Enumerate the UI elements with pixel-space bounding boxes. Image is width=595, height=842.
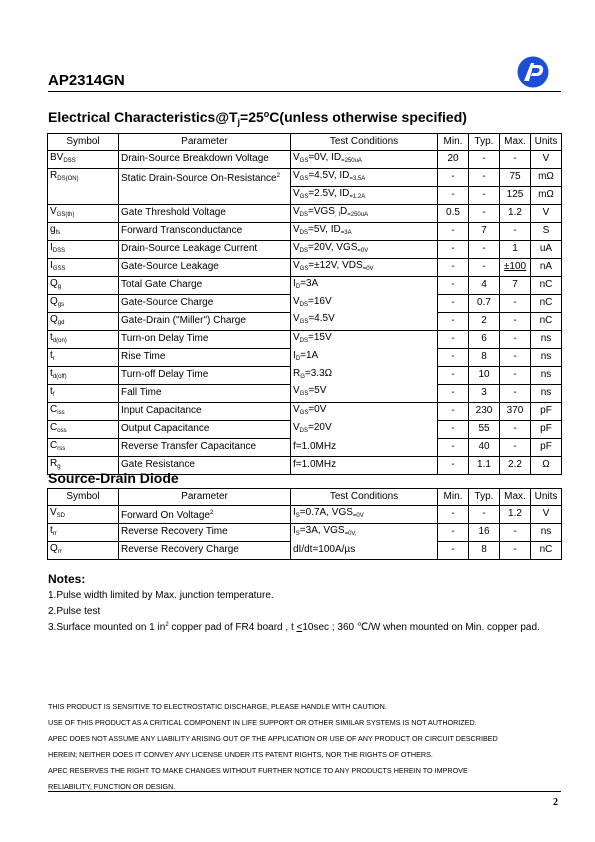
parameter-cell: Input Capacitance <box>119 402 291 420</box>
table-row <box>48 240 562 258</box>
unit-cell: V <box>531 204 562 222</box>
typ-cell: 3 <box>469 384 500 402</box>
parameter-cell: Reverse Recovery Time <box>119 523 291 541</box>
test-condition-cell: $V_{GS}=\pm 12V$, $VDS_{=0V}$ <box>291 258 438 276</box>
test-condition-cell: $V_{DS}=20V$, $VGS_{=0V}$ <box>291 240 438 258</box>
typ-cell: - <box>469 168 500 186</box>
max-cell: - <box>500 438 531 456</box>
symbol-cell: $t_f$ <box>48 384 119 402</box>
col-header: Symbol <box>48 489 119 506</box>
min-cell: - <box>438 168 469 186</box>
table-row <box>48 258 562 276</box>
min-cell: - <box>438 222 469 240</box>
symbol-cell: $t_{d(on)}$ <box>48 330 119 348</box>
max-cell: - <box>500 150 531 168</box>
notes-title: Notes: <box>48 572 86 586</box>
test-condition-cell: $V_{DS}=16V$ <box>291 294 438 312</box>
typ-cell: 1.1 <box>469 456 500 474</box>
header-rule <box>48 91 561 92</box>
typ-cell: 8 <box>469 541 500 559</box>
typ-cell: 55 <box>469 420 500 438</box>
symbol-cell: $V_{GS(th)}$ <box>48 204 119 222</box>
col-header: Max. <box>500 134 531 151</box>
test-condition-cell: $R_G=3.3\Omega$ <box>291 366 438 384</box>
electrical-characteristics-table <box>47 133 562 475</box>
table-row <box>48 366 562 384</box>
symbol-cell: $BV_{DSS}$ <box>48 150 119 168</box>
typ-cell: 230 <box>469 402 500 420</box>
parameter-cell: Drain-Source Leakage Current <box>119 240 291 258</box>
min-cell: - <box>438 505 469 523</box>
test-condition-cell: f=1.0MHz <box>291 438 438 456</box>
table-header-row <box>48 134 562 151</box>
max-cell: ±100 <box>500 258 531 276</box>
page-number: 2 <box>553 797 558 808</box>
parameter-cell: Gate Threshold Voltage <box>119 204 291 222</box>
col-header: Units <box>531 134 562 151</box>
test-condition-cell: $V_{DS}=20V$ <box>291 420 438 438</box>
typ-cell: 16 <box>469 523 500 541</box>
min-cell: - <box>438 523 469 541</box>
parameter-cell: Gate-Drain ("Miller") Charge <box>119 312 291 330</box>
min-cell: - <box>438 438 469 456</box>
typ-cell: - <box>469 150 500 168</box>
unit-cell: V <box>531 150 562 168</box>
max-cell: 1.2 <box>500 505 531 523</box>
test-condition-cell: $V_{GS}=0V$ <box>291 402 438 420</box>
symbol-cell: $C_{rss}$ <box>48 438 119 456</box>
unit-cell: nC <box>531 294 562 312</box>
col-header: Units <box>531 489 562 506</box>
symbol-cell: $Q_{gs}$ <box>48 294 119 312</box>
min-cell: - <box>438 366 469 384</box>
typ-cell: - <box>469 505 500 523</box>
disclaimer-line: USE OF THIS PRODUCT AS A CRITICAL COMPONENT IN LIFE SUPPORT OR OTHER SIMILAR SYSTEMS IS NOT AUTHORIZED. <box>48 718 477 727</box>
parameter-cell: Static Drain-Source On-Resistance$^2$ <box>119 168 291 204</box>
max-cell: - <box>500 294 531 312</box>
test-condition-cell: $V_{GS}=2.5V$, $ID_{=1.2A}$ <box>291 186 438 204</box>
apec-logo-icon <box>517 56 549 88</box>
parameter-cell: Rise Time <box>119 348 291 366</box>
unit-cell: mΩ <box>531 186 562 204</box>
max-cell: 1.2 <box>500 204 531 222</box>
table-row <box>48 276 562 294</box>
max-cell: - <box>500 312 531 330</box>
unit-cell: nC <box>531 312 562 330</box>
unit-cell: ns <box>531 348 562 366</box>
test-condition-cell: f=1.0MHz <box>291 456 438 474</box>
col-header: Parameter <box>119 134 291 151</box>
unit-cell: Ω <box>531 456 562 474</box>
table-row <box>48 402 562 420</box>
typ-cell: 10 <box>469 366 500 384</box>
table-row <box>48 168 562 186</box>
max-cell: - <box>500 541 531 559</box>
symbol-cell: $Q_{gd}$ <box>48 312 119 330</box>
table-row <box>48 150 562 168</box>
table-row <box>48 348 562 366</box>
source-drain-diode-table <box>47 488 562 560</box>
symbol-cell: $t_{d(off)}$ <box>48 366 119 384</box>
min-cell: - <box>438 312 469 330</box>
min-cell: 0.5 <box>438 204 469 222</box>
symbol-cell: $I_{DSS}$ <box>48 240 119 258</box>
min-cell: - <box>438 240 469 258</box>
symbol-cell: $C_{oss}$ <box>48 420 119 438</box>
typ-cell: 2 <box>469 312 500 330</box>
parameter-cell: Gate-Source Charge <box>119 294 291 312</box>
test-condition-cell: $V_{GS}=4.5V$ <box>291 312 438 330</box>
max-cell: - <box>500 348 531 366</box>
note-3: 3.Surface mounted on 1 $in^2$ copper pad of FR4 board , t <10sec ; 360 ℃/W when mounted on Min. copper pad. <box>48 622 540 633</box>
typ-cell: 40 <box>469 438 500 456</box>
max-cell: - <box>500 366 531 384</box>
symbol-cell: $Q_{rr}$ <box>48 541 119 559</box>
table-row <box>48 294 562 312</box>
table-row <box>48 222 562 240</box>
typ-cell: 7 <box>469 222 500 240</box>
test-condition-cell: $V_{DS}=15V$ <box>291 330 438 348</box>
symbol-cell: $R_{DS(ON)}$ <box>48 168 119 204</box>
table-row <box>48 384 562 402</box>
col-header: Typ. <box>469 134 500 151</box>
min-cell: 20 <box>438 150 469 168</box>
test-condition-cell: $I_D=1A$ <box>291 348 438 366</box>
disclaimer-line: RELIABILITY, FUNCTION OR DESIGN. <box>48 782 176 791</box>
min-cell: - <box>438 276 469 294</box>
test-condition-cell: $I_S=3A$, $VGS_{=0V,}$ <box>291 523 438 541</box>
parameter-cell: Forward On Voltage$^2$ <box>119 505 291 523</box>
disclaimer-line: HEREIN; NEITHER DOES IT CONVEY ANY LICENSE UNDER ITS PATENT RIGHTS, NOR THE RIGHTS OF OTHERS. <box>48 750 433 759</box>
max-cell: - <box>500 523 531 541</box>
symbol-cell: $I_{GSS}$ <box>48 258 119 276</box>
max-cell: 1 <box>500 240 531 258</box>
note-2: 2.Pulse test <box>48 606 101 617</box>
min-cell: - <box>438 330 469 348</box>
test-condition-cell: $V_{GS}=4.5V$, $ID_{=3.5A}$ <box>291 168 438 186</box>
unit-cell: pF <box>531 402 562 420</box>
parameter-cell: Turn-off Delay Time <box>119 366 291 384</box>
unit-cell: mΩ <box>531 168 562 186</box>
source-drain-diode-title: Source-Drain Diode <box>48 470 179 486</box>
max-cell: - <box>500 420 531 438</box>
min-cell: - <box>438 384 469 402</box>
footer-rule <box>48 791 561 792</box>
test-condition-cell: $V_{DS}=VGS_{, I}D_{=250uA}$ <box>291 204 438 222</box>
table-row <box>48 541 562 559</box>
typ-cell: 6 <box>469 330 500 348</box>
unit-cell: ns <box>531 330 562 348</box>
parameter-cell: Fall Time <box>119 384 291 402</box>
table-row <box>48 438 562 456</box>
max-cell: 7 <box>500 276 531 294</box>
col-header: Min. <box>438 134 469 151</box>
unit-cell: uA <box>531 240 562 258</box>
symbol-cell: $V_{SD}$ <box>48 505 119 523</box>
parameter-cell: Gate Resistance <box>119 456 291 474</box>
max-cell: 2.2 <box>500 456 531 474</box>
parameter-cell: Reverse Transfer Capacitance <box>119 438 291 456</box>
min-cell: - <box>438 541 469 559</box>
min-cell: - <box>438 186 469 204</box>
col-header: Test Conditions <box>291 489 438 506</box>
symbol-cell: $t_{rr}$ <box>48 523 119 541</box>
test-condition-cell: $V_{GS}=5V$ <box>291 384 438 402</box>
unit-cell: nC <box>531 541 562 559</box>
test-condition-cell: $I_D=3A$ <box>291 276 438 294</box>
typ-cell: 0.7 <box>469 294 500 312</box>
test-condition-cell: dI/dt=100A/µs <box>291 541 438 559</box>
min-cell: - <box>438 420 469 438</box>
symbol-cell: $Q_g$ <box>48 276 119 294</box>
parameter-cell: Forward Transconductance <box>119 222 291 240</box>
part-number: AP2314GN <box>48 72 125 89</box>
unit-cell: ns <box>531 384 562 402</box>
unit-cell: ns <box>531 366 562 384</box>
max-cell: - <box>500 222 531 240</box>
unit-cell: V <box>531 505 562 523</box>
unit-cell: nA <box>531 258 562 276</box>
parameter-cell: Drain-Source Breakdown Voltage <box>119 150 291 168</box>
min-cell: - <box>438 258 469 276</box>
symbol-cell: $C_{iss}$ <box>48 402 119 420</box>
parameter-cell: Output Capacitance <box>119 420 291 438</box>
min-cell: - <box>438 456 469 474</box>
test-condition-cell: $V_{DS}=5V$, $ID_{=3A}$ <box>291 222 438 240</box>
test-condition-cell: $V_{GS}=0V$, $ID_{=250uA}$ <box>291 150 438 168</box>
electrical-characteristics-title: Electrical $Characteristics@T_j=25^oC(unless$ otherwise specified) <box>48 109 467 127</box>
table-row <box>48 312 562 330</box>
table-header-row <box>48 489 562 506</box>
table-row <box>48 505 562 523</box>
symbol-cell: $R_g$ <box>48 456 119 474</box>
col-header: Max. <box>500 489 531 506</box>
parameter-cell: Total Gate Charge <box>119 276 291 294</box>
col-header: Min. <box>438 489 469 506</box>
symbol-cell: $g_{fs}$ <box>48 222 119 240</box>
typ-cell: 4 <box>469 276 500 294</box>
parameter-cell: Reverse Recovery Charge <box>119 541 291 559</box>
col-header: Parameter <box>119 489 291 506</box>
unit-cell: pF <box>531 420 562 438</box>
col-header: Typ. <box>469 489 500 506</box>
max-cell: - <box>500 330 531 348</box>
unit-cell: S <box>531 222 562 240</box>
parameter-cell: Gate-Source Leakage <box>119 258 291 276</box>
typ-cell: - <box>469 186 500 204</box>
min-cell: - <box>438 402 469 420</box>
disclaimer-line: APEC RESERVES THE RIGHT TO MAKE CHANGES WITHOUT FURTHER NOTICE TO ANY PRODUCTS HEREIN TO IMPROVE <box>48 766 468 775</box>
unit-cell: nC <box>531 276 562 294</box>
typ-cell: - <box>469 258 500 276</box>
symbol-cell: $t_r$ <box>48 348 119 366</box>
min-cell: - <box>438 294 469 312</box>
max-cell: 370 <box>500 402 531 420</box>
disclaimer-line: APEC DOES NOT ASSUME ANY LIABILITY ARISING OUT OF THE APPLICATION OR USE OF ANY PRODUCT OR CIRCUIT DESCRIBED <box>48 734 498 743</box>
max-cell: 125 <box>500 186 531 204</box>
table-row <box>48 523 562 541</box>
typ-cell: - <box>469 240 500 258</box>
note-1: 1.Pulse width limited by Max. junction temperature. <box>48 590 274 601</box>
col-header: Symbol <box>48 134 119 151</box>
test-condition-cell: $I_S=0.7A$, $VGS_{=0V}$ <box>291 505 438 523</box>
max-cell: - <box>500 384 531 402</box>
col-header: Test Conditions <box>291 134 438 151</box>
max-cell: 75 <box>500 168 531 186</box>
min-cell: - <box>438 348 469 366</box>
table-row <box>48 204 562 222</box>
table-row <box>48 330 562 348</box>
unit-cell: ns <box>531 523 562 541</box>
parameter-cell: Turn-on Delay Time <box>119 330 291 348</box>
disclaimer-line: THIS PRODUCT IS SENSITIVE TO ELECTROSTATIC DISCHARGE, PLEASE HANDLE WITH CAUTION. <box>48 702 387 711</box>
table-row <box>48 420 562 438</box>
typ-cell: - <box>469 204 500 222</box>
unit-cell: pF <box>531 438 562 456</box>
typ-cell: 8 <box>469 348 500 366</box>
